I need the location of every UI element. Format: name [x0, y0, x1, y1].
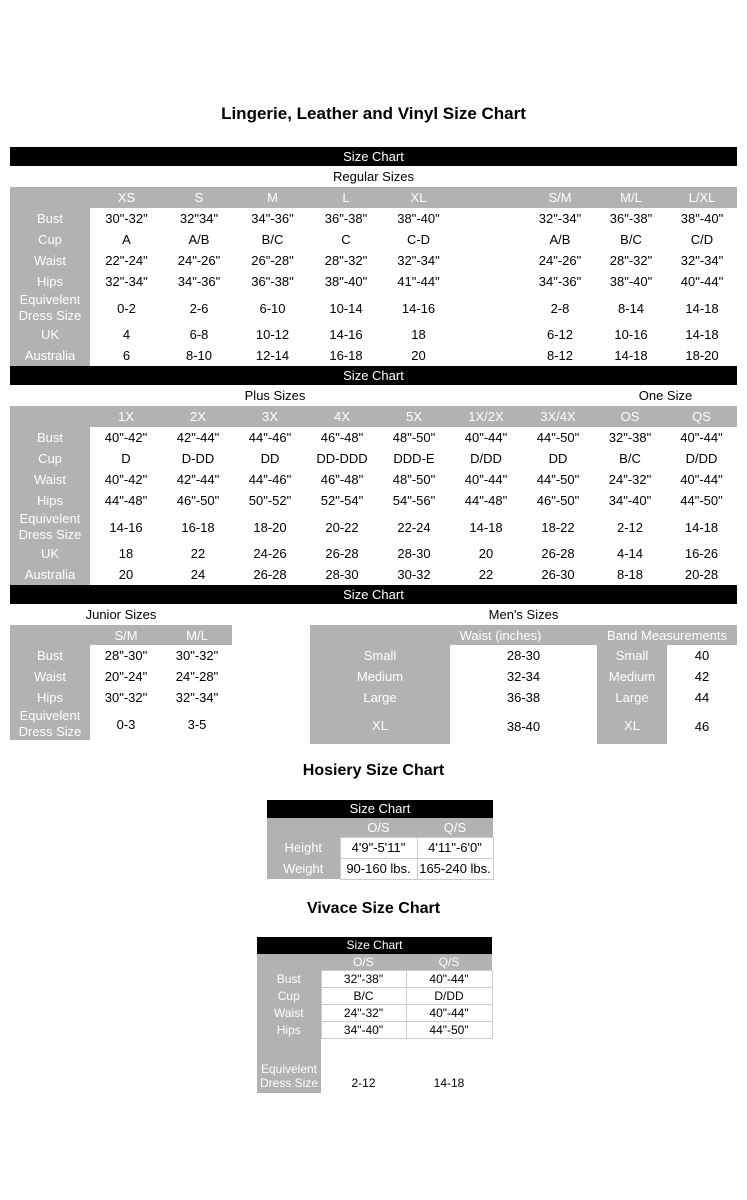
table-row: [10, 292, 737, 324]
size-cell: 22-24: [378, 511, 450, 543]
row-label: Waist: [10, 250, 90, 271]
size-cell: 10-12: [235, 324, 310, 345]
hosiery-size-table: [267, 818, 494, 880]
row-label: Hips: [10, 490, 90, 511]
size-cell: 36"-38": [310, 208, 382, 229]
size-cell: 18: [382, 324, 455, 345]
corner-cell: [10, 187, 90, 208]
size-cell: 14-16: [310, 324, 382, 345]
column-header: QS: [666, 406, 737, 427]
size-cell: 36-38: [450, 687, 597, 708]
size-cell: 26"-28": [235, 250, 310, 271]
column-header: O/S: [340, 818, 417, 837]
size-cell: 14-18: [667, 324, 737, 345]
size-cell: 20: [450, 543, 522, 564]
size-cell: 3-5: [162, 708, 232, 740]
size-cell: 44"-50": [666, 490, 737, 511]
size-cell: 28"-32": [595, 250, 667, 271]
size-cell: 46"-50": [162, 490, 234, 511]
size-cell: 4: [90, 324, 163, 345]
row-label: Bust: [257, 971, 321, 988]
size-cell: 44: [667, 687, 737, 708]
size-cell: 40"-44": [667, 271, 737, 292]
hosiery-title: Hosiery Size Chart: [302, 762, 445, 779]
size-cell: 8-18: [594, 564, 666, 585]
size-cell: 16-26: [666, 543, 737, 564]
size-cell: [321, 1039, 406, 1055]
size-chart-bar: Size Chart: [10, 585, 737, 604]
size-cell: 14-18: [595, 345, 667, 366]
size-cell: 34"-36": [235, 208, 310, 229]
section-label-row: [10, 385, 737, 406]
size-cell: 6-10: [235, 292, 310, 324]
table-row: [257, 1005, 492, 1022]
size-cell: 8-10: [163, 345, 235, 366]
size-cell: 44"-50": [406, 1022, 492, 1039]
corner-cell: [10, 625, 90, 645]
size-chart-bar: Size Chart: [10, 366, 737, 385]
size-cell: 24"-26": [525, 250, 595, 271]
size-cell: 32"-34": [382, 250, 455, 271]
size-cell: 4'11"-6'0": [417, 837, 493, 858]
column-header: 5X: [378, 406, 450, 427]
size-cell: 46"-48": [306, 427, 378, 448]
size-cell: 14-18: [450, 511, 522, 543]
size-cell: 34"-36": [525, 271, 595, 292]
size-cell: 18: [90, 543, 162, 564]
size-cell: 42"-44": [162, 469, 234, 490]
column-header: OS: [594, 406, 666, 427]
column-header: S: [163, 187, 235, 208]
row-label: Large: [310, 687, 450, 708]
size-cell: 40"-44": [406, 1005, 492, 1022]
table-row: [310, 645, 737, 666]
size-cell: 24-26: [234, 543, 306, 564]
row-label: Bust: [10, 208, 90, 229]
size-cell: D/DD: [450, 448, 522, 469]
size-cell: 20: [90, 564, 162, 585]
size-cell: 38"-40": [310, 271, 382, 292]
size-cell: 40"-44": [406, 971, 492, 988]
gap-cell: [455, 271, 525, 292]
page-title: Lingerie, Leather and Vinyl Size Chart: [221, 104, 526, 123]
table-row: [10, 511, 737, 543]
table-row: [10, 324, 737, 345]
table-row: [10, 208, 737, 229]
size-cell: DD: [522, 448, 594, 469]
row-label: Medium: [597, 666, 667, 687]
size-cell: 42: [667, 666, 737, 687]
size-cell: [406, 1039, 492, 1055]
table-row: [10, 708, 232, 740]
size-cell: 30"-32": [90, 208, 163, 229]
size-cell: 30-32: [378, 564, 450, 585]
column-header: L/XL: [667, 187, 737, 208]
size-cell: A/B: [163, 229, 235, 250]
table-row: [267, 858, 493, 879]
table-row: [10, 345, 737, 366]
size-cell: A: [90, 229, 163, 250]
row-label: Small: [597, 645, 667, 666]
size-cell: 4'9"-5'11": [340, 837, 417, 858]
size-cell: 30"-32": [90, 687, 162, 708]
size-cell: 44"-48": [450, 490, 522, 511]
size-cell: 40"-44": [666, 427, 737, 448]
section-label-one-size: One Size: [638, 388, 693, 403]
section-label-mens: Men's Sizes: [488, 607, 559, 622]
size-cell: DD-DDD: [306, 448, 378, 469]
size-cell: 2-12: [321, 1055, 406, 1093]
size-cell: 46: [667, 708, 737, 744]
size-cell: 2-12: [594, 511, 666, 543]
row-label: Medium: [310, 666, 450, 687]
row-label: Waist: [10, 469, 90, 490]
size-cell: 46"-50": [522, 490, 594, 511]
gap-cell: [455, 292, 525, 324]
table-row: [10, 645, 232, 666]
row-label: Large: [597, 687, 667, 708]
table-row: [10, 490, 737, 511]
row-label: Equivelent Dress Size: [10, 708, 90, 740]
row-label: Cup: [257, 988, 321, 1005]
row-label: Equivelent Dress Size: [257, 1055, 321, 1093]
size-cell: 52"-54": [306, 490, 378, 511]
size-cell: 165-240 lbs.: [417, 858, 493, 879]
plus-sizes-table: [10, 406, 737, 585]
size-cell: 20"-24": [90, 666, 162, 687]
gap-cell: [455, 208, 525, 229]
size-cell: 32-34: [450, 666, 597, 687]
table-row: [10, 250, 737, 271]
table-row: [310, 666, 737, 687]
size-cell: 28"-30": [90, 645, 162, 666]
size-cell: 26-28: [234, 564, 306, 585]
header-row: [257, 954, 492, 971]
table-row: [257, 1022, 492, 1039]
row-label: Equivelent Dress Size: [10, 511, 90, 543]
size-cell: 28"-32": [310, 250, 382, 271]
row-label: Weight: [267, 858, 340, 879]
size-cell: 44"-46": [234, 427, 306, 448]
column-header: Q/S: [406, 954, 492, 971]
column-header: 4X: [306, 406, 378, 427]
size-cell: 40"-42": [90, 427, 162, 448]
column-header: 3X: [234, 406, 306, 427]
size-cell: 36"-38": [595, 208, 667, 229]
section-label-junior: Junior Sizes: [85, 607, 157, 622]
header-row: [10, 406, 737, 427]
size-cell: 40: [667, 645, 737, 666]
size-cell: C/D: [667, 229, 737, 250]
size-cell: 0-2: [90, 292, 163, 324]
size-cell: 24"-32": [321, 1005, 406, 1022]
table-row: [257, 1055, 492, 1093]
column-header: [455, 187, 525, 208]
table-row: [10, 687, 232, 708]
size-cell: 44"-50": [522, 469, 594, 490]
row-label: Bust: [10, 645, 90, 666]
size-cell: 10-16: [595, 324, 667, 345]
size-cell: 18-20: [667, 345, 737, 366]
header-row: [310, 625, 737, 645]
row-label: Hips: [10, 271, 90, 292]
size-cell: DDD-E: [378, 448, 450, 469]
column-header: XL: [382, 187, 455, 208]
junior-sizes-table: [10, 625, 232, 740]
size-cell: C: [310, 229, 382, 250]
size-cell: 14-18: [406, 1055, 492, 1093]
size-chart-bar: Size Chart: [257, 937, 492, 954]
size-chart-bar: Size Chart: [10, 147, 737, 166]
size-cell: 32"-34": [667, 250, 737, 271]
size-chart-bar: Size Chart: [267, 800, 493, 818]
size-cell: 34"-36": [163, 271, 235, 292]
spacer-row: [257, 1039, 492, 1055]
row-label: Hips: [257, 1022, 321, 1039]
corner-cell: [267, 818, 340, 837]
size-cell: 14-16: [382, 292, 455, 324]
corner-cell: [10, 406, 90, 427]
size-cell: 38"-40": [382, 208, 455, 229]
size-cell: 24: [162, 564, 234, 585]
row-label: Cup: [10, 448, 90, 469]
column-header: 1X: [90, 406, 162, 427]
size-cell: B/C: [235, 229, 310, 250]
size-cell: 44"-48": [90, 490, 162, 511]
size-cell: 40"-42": [90, 469, 162, 490]
size-cell: 50"-52": [234, 490, 306, 511]
table-row: [10, 543, 737, 564]
size-cell: 32"34": [163, 208, 235, 229]
table-row: [10, 427, 737, 448]
size-cell: 26-28: [306, 543, 378, 564]
column-header: L: [310, 187, 382, 208]
table-row: [10, 448, 737, 469]
size-cell: 36"-38": [235, 271, 310, 292]
row-label: XL: [597, 708, 667, 744]
size-cell: 48"-50": [378, 469, 450, 490]
row-label: Cup: [10, 229, 90, 250]
table-row: [10, 271, 737, 292]
size-cell: 32"-34": [162, 687, 232, 708]
size-cell: 24"-26": [163, 250, 235, 271]
size-cell: 28-30: [450, 645, 597, 666]
size-cell: 8-12: [525, 345, 595, 366]
size-cell: 18-22: [522, 511, 594, 543]
mens-sizes-table: [310, 625, 737, 744]
column-header: M/L: [595, 187, 667, 208]
hosiery-chart: [267, 800, 493, 880]
size-cell: D: [90, 448, 162, 469]
header-row: [10, 625, 232, 645]
table-row: [257, 988, 492, 1005]
size-cell: 38"-40": [667, 208, 737, 229]
size-cell: 28-30: [306, 564, 378, 585]
row-label: Australia: [10, 564, 90, 585]
size-cell: 14-18: [666, 511, 737, 543]
size-cell: 40"-44": [666, 469, 737, 490]
gap-cell: [455, 345, 525, 366]
size-cell: B/C: [321, 988, 406, 1005]
size-cell: 22: [450, 564, 522, 585]
size-cell: D/DD: [406, 988, 492, 1005]
size-cell: 14-18: [667, 292, 737, 324]
size-cell: 28-30: [378, 543, 450, 564]
vivace-title: Vivace Size Chart: [306, 899, 441, 917]
header-row: [267, 818, 493, 837]
size-cell: 44"-50": [522, 427, 594, 448]
size-cell: B/C: [594, 448, 666, 469]
size-cell: 6-8: [163, 324, 235, 345]
size-cell: 54"-56": [378, 490, 450, 511]
gap-cell: [455, 229, 525, 250]
size-cell: 14-16: [90, 511, 162, 543]
size-cell: 10-14: [310, 292, 382, 324]
size-cell: 41"-44": [382, 271, 455, 292]
size-cell: D-DD: [162, 448, 234, 469]
column-header: Q/S: [417, 818, 493, 837]
size-cell: DD: [234, 448, 306, 469]
column-header-waist: Waist (inches): [310, 625, 597, 645]
table-row: [10, 469, 737, 490]
size-cell: 2-8: [525, 292, 595, 324]
size-cell: 0-3: [90, 708, 162, 740]
table-row: [10, 666, 232, 687]
corner-cell: [257, 954, 321, 971]
size-cell: 20-28: [666, 564, 737, 585]
size-cell: 24"-32": [594, 469, 666, 490]
table-row: [10, 564, 737, 585]
row-label: Hips: [10, 687, 90, 708]
section-label-regular: Regular Sizes: [333, 169, 414, 184]
size-cell: 42"-44": [162, 427, 234, 448]
vivace-chart: [257, 937, 492, 1093]
size-cell: 22"-24": [90, 250, 163, 271]
size-cell: 22: [162, 543, 234, 564]
size-cell: 16-18: [310, 345, 382, 366]
size-cell: 34"-40": [321, 1022, 406, 1039]
size-cell: 30"-32": [162, 645, 232, 666]
size-cell: 38"-40": [595, 271, 667, 292]
header-row: [10, 187, 737, 208]
regular-sizes-table: [10, 187, 737, 366]
size-cell: C-D: [382, 229, 455, 250]
size-cell: 26-30: [522, 564, 594, 585]
size-cell: 4-14: [594, 543, 666, 564]
size-cell: 34"-40": [594, 490, 666, 511]
column-header: XS: [90, 187, 163, 208]
row-label: UK: [10, 543, 90, 564]
row-label: Australia: [10, 345, 90, 366]
table-row: [257, 971, 492, 988]
table-row: [310, 708, 737, 744]
row-label: Bust: [10, 427, 90, 448]
junior-mens-section: [0, 604, 747, 745]
size-cell: 24"-28": [162, 666, 232, 687]
size-cell: 38-40: [450, 708, 597, 744]
column-header: 1X/2X: [450, 406, 522, 427]
column-header: 3X/4X: [522, 406, 594, 427]
table-row: [267, 837, 493, 858]
column-header: M/L: [162, 625, 232, 645]
size-cell: 16-18: [162, 511, 234, 543]
column-header: O/S: [321, 954, 406, 971]
size-cell: 40"-44": [450, 469, 522, 490]
size-cell: 44"-46": [234, 469, 306, 490]
size-cell: 46"-48": [306, 469, 378, 490]
gap-cell: [455, 324, 525, 345]
row-label: [257, 1039, 321, 1055]
row-label: UK: [10, 324, 90, 345]
row-label: XL: [310, 708, 450, 744]
column-header: S/M: [525, 187, 595, 208]
section-label-plus: Plus Sizes: [244, 388, 306, 403]
table-row: [10, 229, 737, 250]
size-cell: 6-12: [525, 324, 595, 345]
vivace-size-table: [257, 954, 493, 1093]
size-cell: 12-14: [235, 345, 310, 366]
size-cell: 6: [90, 345, 163, 366]
row-label: Height: [267, 837, 340, 858]
column-header: M: [235, 187, 310, 208]
size-cell: 2-6: [163, 292, 235, 324]
size-cell: 32"-38": [594, 427, 666, 448]
row-label: Equivelent Dress Size: [10, 292, 90, 324]
size-cell: 90-160 lbs.: [340, 858, 417, 879]
size-cell: 26-28: [522, 543, 594, 564]
size-cell: A/B: [525, 229, 595, 250]
row-label: Waist: [257, 1005, 321, 1022]
size-cell: 8-14: [595, 292, 667, 324]
size-cell: 32"-38": [321, 971, 406, 988]
size-cell: 20: [382, 345, 455, 366]
column-header-band: Band Measurements: [597, 625, 737, 645]
gap-cell: [455, 250, 525, 271]
column-header: 2X: [162, 406, 234, 427]
row-label: Waist: [10, 666, 90, 687]
table-row: [310, 687, 737, 708]
size-cell: 20-22: [306, 511, 378, 543]
size-cell: B/C: [595, 229, 667, 250]
size-cell: 32"-34": [90, 271, 163, 292]
row-label: Small: [310, 645, 450, 666]
size-cell: 18-20: [234, 511, 306, 543]
size-cell: 32"-34": [525, 208, 595, 229]
size-cell: 40"-44": [450, 427, 522, 448]
size-cell: D/DD: [666, 448, 737, 469]
size-cell: 48"-50": [378, 427, 450, 448]
column-header: S/M: [90, 625, 162, 645]
